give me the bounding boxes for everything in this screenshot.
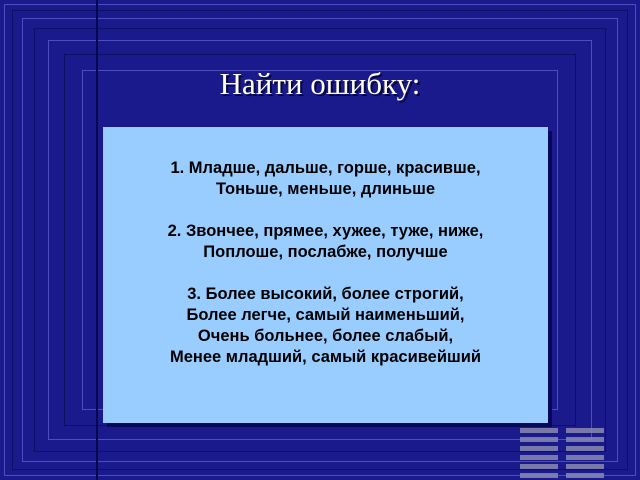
exercise-line: 3. Более высокий, более строгий, [187,285,464,303]
decorative-stripes [520,428,610,480]
exercise-group-3 [103,284,548,368]
exercise-line: Менее младший, самый красивейший [169,348,482,366]
exercise-box [103,127,548,423]
slide-title: Найти ошибку: [219,66,421,101]
exercise-group-2 [103,221,548,263]
exercise-line: Более легче, самый наименьший, [186,306,465,324]
exercise-line: 1. Младше, дальше, горше, красивше, [170,159,481,177]
exercise-group-1 [103,158,548,200]
exercise-line: 2. Звончее, прямее, хужее, туже, ниже, [167,222,484,240]
exercise-line: Поплоше, послабже, получше [203,243,448,261]
exercise-line: Очень больнее, более слабый, [197,327,454,345]
exercise-line: Тоньше, меньше, длиньше [215,180,436,198]
